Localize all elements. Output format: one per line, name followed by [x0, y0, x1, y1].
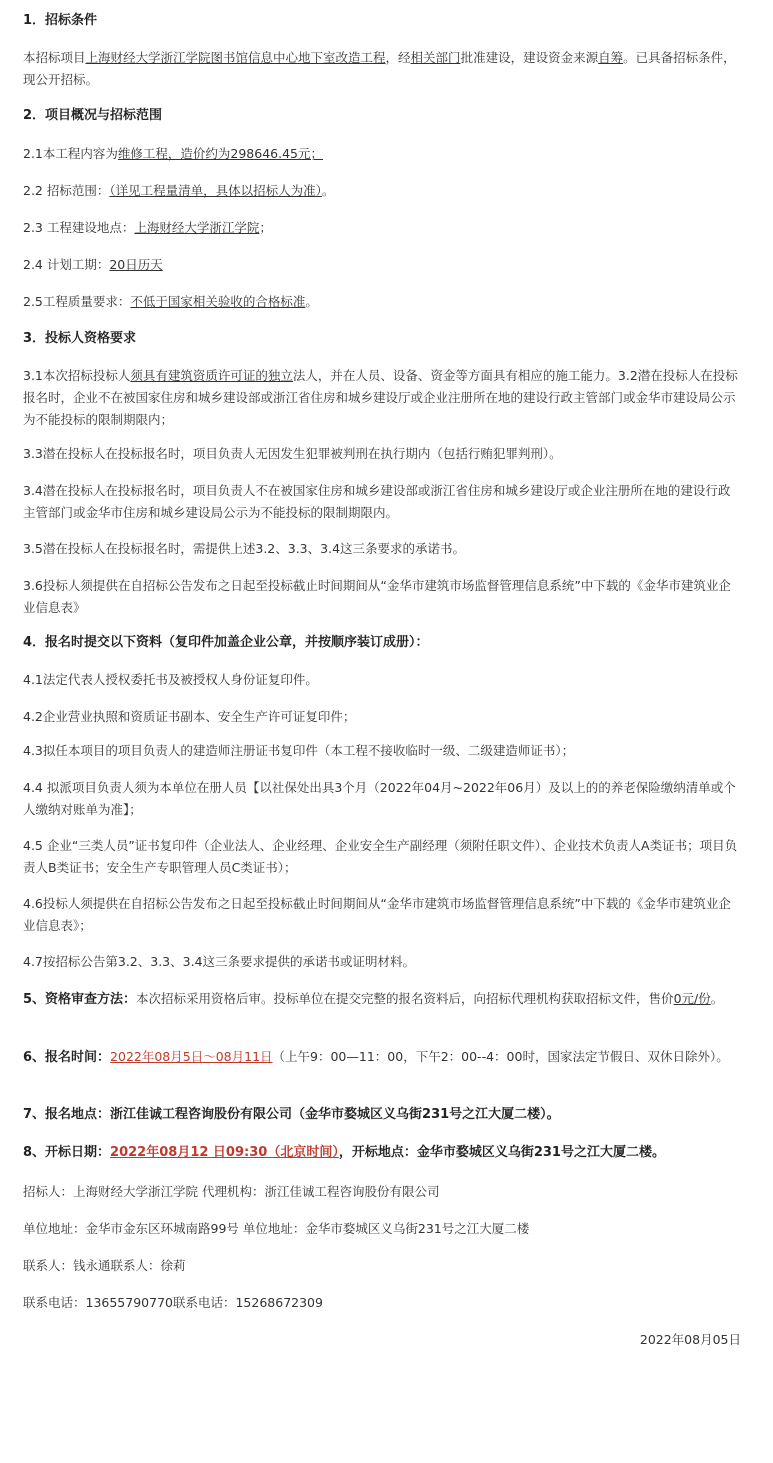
text: （上午9：00—11：00，下午2：00--4：00时，国家法定节假日、双休日除外）。 [272, 1049, 729, 1064]
section-5-label: 5、资格审查方法： [23, 992, 137, 1007]
section-2-heading: 2．项目概况与招标范围 [23, 108, 163, 123]
underlined-value: 上海财经大学浙江学院 [134, 220, 260, 235]
underlined-funding: 自筹 [598, 50, 624, 65]
text: ； [259, 220, 272, 235]
section-4-item-6: 4.6投标人须提供在自招标公告发布之日起至投标截止时间期间从“金华市建筑市场监督管理信息系统”中下载的《金华市建筑业企业信息表》； [23, 896, 731, 933]
underlined-value: （详见工程量清单，具体以招标人为准） [109, 183, 322, 198]
text: 2.2 招标范围： [23, 183, 110, 198]
underlined-value: 不低于国家相关验收的合格标准 [130, 294, 306, 309]
text: 2.5工程质量要求： [23, 294, 131, 309]
section-2-item-3 [23, 217, 741, 239]
section-3-item-5: 3.5潜在投标人在投标报名时，需提供上述3.2、3.3、3.4这三条要求的承诺书。 [23, 541, 466, 556]
underlined-project-name: 上海财经大学浙江学院图书馆信息中心地下室改造工程 [85, 50, 386, 65]
section-4-item-7: 4.7按招标公告第3.2、3.3、3.4这三条要求提供的承诺书或证明材料。 [23, 954, 416, 969]
registration-date: 2022年08月5日～08月11日 [110, 1049, 273, 1064]
underlined-price: 0元/份 [673, 991, 711, 1006]
section-6 [23, 1046, 741, 1069]
text: 2.4 计划工期： [23, 257, 110, 272]
section-2-item-1 [23, 143, 741, 165]
section-3-item-4: 3.4潜在投标人在投标报名时，项目负责人不在被国家住房和城乡建设部或浙江省住房和城乡建设厅或企业注册所在地的建设行政主管部门或金华市住房和城乡建设局公示为不能投标的限制期限内。 [23, 483, 731, 520]
text: ，经 [385, 50, 411, 65]
underlined-value: 须具有建筑资质许可证的独立 [130, 368, 293, 383]
section-6-label: 6、报名时间： [23, 1050, 111, 1065]
section-2-item-2 [23, 180, 741, 202]
text: 。 [305, 294, 318, 309]
text: 。 [710, 991, 724, 1006]
section-3-item-6: 3.6投标人须提供在自招标公告发布之日起至投标截止时间期间从“金华市建筑市场监督管理信息系统”中下载的《金华市建筑业企业信息表》 [23, 578, 731, 615]
text: 本次招标采用资格后审。投标单位在提交完整的报名资料后，向招标代理机构获取招标文件，售价 [136, 991, 674, 1006]
text: 法人，并在人员、设备、资金等方面具有相应的施工能力。3.2潜在投标人在投标报名时，企业不在被国家住房和城乡建设部或浙江省住房和城乡建设厅或企业注册所在地的建设行政主管部门或金华市建设局公示为不能投标的限制期限内； [23, 368, 738, 427]
text: 。 [321, 183, 335, 198]
contact-line-1: 招标人：上海财经大学浙江学院 代理机构：浙江佳诚工程咨询股份有限公司 [23, 1184, 440, 1199]
section-4-heading: 4．报名时提交以下资料（复印件加盖企业公章，并按顺序装订成册）： [23, 635, 429, 650]
section-5 [23, 988, 741, 1011]
section-1-heading: 1．招标条件 [23, 13, 98, 28]
section-3-item-1 [23, 365, 741, 431]
text: 2.1本工程内容为 [23, 146, 118, 161]
section-8-label: 8、开标日期： [23, 1145, 111, 1160]
section-4-item-3: 4.3拟任本项目的项目负责人的建造师注册证书复印件（本工程不接收临时一级、二级建造师证书）； [23, 743, 575, 758]
underlined-value: 20日历天 [109, 257, 163, 272]
text: 本招标项目 [23, 50, 86, 65]
contact-line-4: 联系电话：13655790770联系电话：15268672309 [23, 1295, 323, 1310]
underlined-value: 维修工程，造价约为298646.45元； [117, 146, 323, 161]
section-3-item-3: 3.3潜在投标人在投标报名时，项目负责人无因发生犯罪被判刑在执行期内（包括行贿犯罪判刑）。 [23, 446, 562, 461]
text: 批准建设，建设资金来源 [460, 50, 599, 65]
text: 2.3 工程建设地点： [23, 220, 135, 235]
opening-date: 2022年08月12 日09:30（北京时间） [110, 1145, 339, 1160]
contact-line-2: 单位地址：金华市金东区环城南路99号 单位地址：金华市婺城区义乌街231号之江大厦二楼 [23, 1221, 530, 1236]
section-4-item-2: 4.2企业营业执照和资质证书副本、安全生产许可证复印件； [23, 709, 356, 724]
text: 。已具备招标条件，现公开招标。 [23, 50, 736, 87]
contact-line-3: 联系人：钱永通联系人：徐莉 [23, 1258, 186, 1273]
section-4-item-4: 4.4 拟派项目负责人须为本单位在册人员【以社保处出具3个月（2022年04月~2022年06月）及以上的的养老保险缴纳清单或个人缴纳对账单为准】； [23, 780, 736, 817]
section-8 [23, 1142, 741, 1164]
text: ，开标地点：金华市婺城区义乌街231号之江大厦二楼。 [338, 1145, 665, 1160]
underlined-authority: 相关部门 [410, 50, 461, 65]
section-2-item-4 [23, 254, 741, 276]
announcement-date: 2022年08月05日 [639, 1332, 741, 1347]
section-3-heading: 3．投标人资格要求 [23, 331, 137, 346]
section-2-item-5 [23, 291, 741, 313]
text: 3.1本次招标投标人 [23, 368, 131, 383]
section-7: 7、报名地点：浙江佳诚工程咨询股份有限公司（金华市婺城区义乌街231号之江大厦二楼）。 [23, 1107, 560, 1122]
section-4-item-5: 4.5 企业“三类人员”证书复印件（企业法人、企业经理、企业安全生产副经理（须附任职文件）、企业技术负责人A类证书；项目负责人B类证书；安全生产专职管理人员C类证书）； [23, 838, 738, 875]
section-4-item-1: 4.1法定代表人授权委托书及被授权人身份证复印件。 [23, 672, 318, 687]
section-1-text [23, 47, 741, 91]
